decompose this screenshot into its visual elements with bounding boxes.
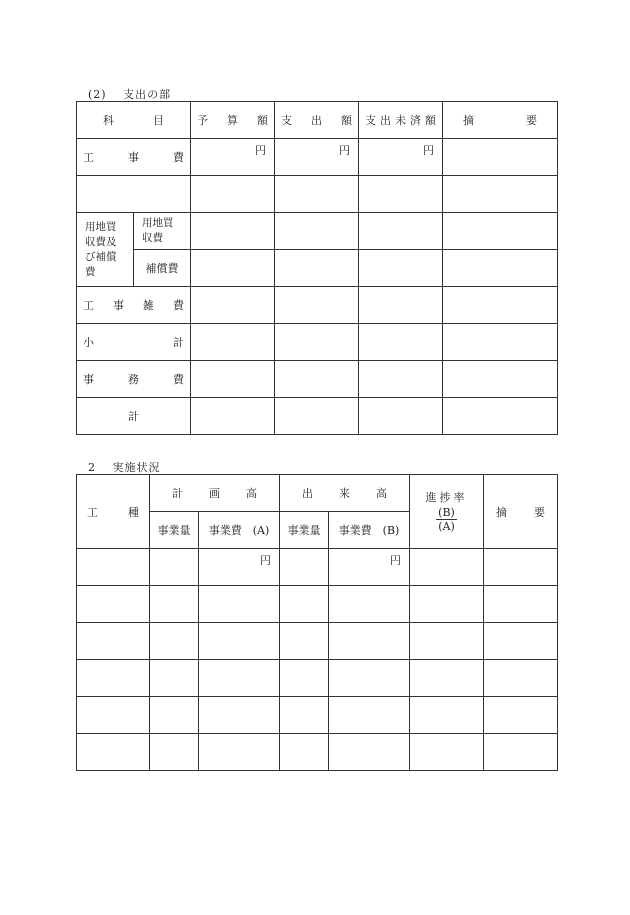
empty-cell <box>359 213 443 250</box>
header-remarks: 摘要 <box>443 102 558 139</box>
empty-cell <box>199 697 280 734</box>
empty-cell <box>484 623 558 660</box>
empty-cell <box>280 586 329 623</box>
empty-cell <box>191 287 275 324</box>
empty-cell <box>275 213 359 250</box>
expenditure-table <box>76 101 558 435</box>
empty-cell <box>150 586 199 623</box>
yen-unit: 円 <box>275 139 359 176</box>
empty-cell <box>443 139 558 176</box>
empty-cell <box>410 697 484 734</box>
empty-cell <box>199 660 280 697</box>
header-remarks: 摘要 <box>484 475 558 549</box>
empty-cell <box>275 287 359 324</box>
empty-cell <box>359 361 443 398</box>
empty-cell <box>484 660 558 697</box>
empty-cell <box>484 586 558 623</box>
header-budget: 予算額 <box>191 102 275 139</box>
empty-cell <box>275 398 359 435</box>
empty-cell <box>191 324 275 361</box>
yen-unit: 円 <box>359 139 443 176</box>
empty-cell <box>410 623 484 660</box>
empty-cell <box>484 734 558 771</box>
empty-cell <box>329 623 410 660</box>
empty-cell <box>443 250 558 287</box>
land-group-label: 用地買収費及び補償費 <box>77 213 134 287</box>
empty-cell <box>191 213 275 250</box>
row-office-label: 事務費 <box>77 361 191 398</box>
progress-fraction <box>436 506 457 533</box>
header-plan: 計画高 <box>150 475 280 512</box>
empty-cell <box>280 697 329 734</box>
empty-cell <box>359 287 443 324</box>
empty-cell <box>77 586 150 623</box>
empty-cell <box>191 398 275 435</box>
empty-cell <box>359 250 443 287</box>
empty-cell <box>77 697 150 734</box>
row-misc-label: 工事雑費 <box>77 287 191 324</box>
empty-cell <box>410 734 484 771</box>
empty-cell <box>329 586 410 623</box>
empty-cell <box>150 734 199 771</box>
empty-cell <box>77 176 191 213</box>
empty-cell <box>199 623 280 660</box>
header-plan-qty: 事業量 <box>150 512 199 549</box>
empty-cell <box>443 398 558 435</box>
header-actual-cost: 事業費 (B) <box>329 512 410 549</box>
empty-cell <box>329 734 410 771</box>
section-heading-expenditure: (2) 支出の部 <box>88 88 172 101</box>
empty-cell <box>280 623 329 660</box>
row-subtotal-label: 小計 <box>77 324 191 361</box>
empty-cell <box>275 361 359 398</box>
header-unpaid: 支出未済額 <box>359 102 443 139</box>
empty-cell <box>191 176 275 213</box>
fraction-numerator: (B) <box>438 505 455 519</box>
header-progress <box>410 475 484 549</box>
yen-unit: 円 <box>329 549 410 586</box>
yen-unit: 円 <box>191 139 275 176</box>
empty-cell <box>443 324 558 361</box>
empty-cell <box>275 176 359 213</box>
header-expense: 支出額 <box>275 102 359 139</box>
empty-cell <box>150 623 199 660</box>
header-type: 工種 <box>77 475 150 549</box>
empty-cell <box>191 250 275 287</box>
empty-cell <box>443 361 558 398</box>
empty-cell <box>359 398 443 435</box>
empty-cell <box>280 734 329 771</box>
empty-cell <box>77 660 150 697</box>
empty-cell <box>77 734 150 771</box>
empty-cell <box>443 287 558 324</box>
empty-cell <box>484 549 558 586</box>
empty-cell <box>410 660 484 697</box>
empty-cell <box>77 549 150 586</box>
empty-cell <box>150 549 199 586</box>
land-purchase-label: 用地買収費 <box>134 213 191 250</box>
header-plan-cost: 事業費 (A) <box>199 512 280 549</box>
empty-cell <box>275 250 359 287</box>
header-actual-qty: 事業量 <box>280 512 329 549</box>
empty-cell <box>484 697 558 734</box>
fraction-denominator: (A) <box>438 519 455 533</box>
empty-cell <box>443 176 558 213</box>
empty-cell <box>280 660 329 697</box>
row-total-label: 計 <box>77 398 191 435</box>
empty-cell <box>359 324 443 361</box>
empty-cell <box>199 734 280 771</box>
empty-cell <box>199 586 280 623</box>
empty-cell <box>77 623 150 660</box>
implementation-table <box>76 474 558 771</box>
empty-cell <box>329 660 410 697</box>
empty-cell <box>150 697 199 734</box>
empty-cell <box>191 361 275 398</box>
empty-cell <box>410 586 484 623</box>
section-heading-implementation: 2 実施状況 <box>88 461 161 474</box>
empty-cell <box>280 549 329 586</box>
header-actual: 出来高 <box>280 475 410 512</box>
yen-unit: 円 <box>199 549 280 586</box>
empty-cell <box>150 660 199 697</box>
row-construction-label: 工事費 <box>77 139 191 176</box>
header-item: 科目 <box>77 102 191 139</box>
empty-cell <box>443 213 558 250</box>
empty-cell <box>275 324 359 361</box>
empty-cell <box>359 176 443 213</box>
compensation-label: 補償費 <box>134 250 191 287</box>
empty-cell <box>329 697 410 734</box>
progress-label: 進捗率 <box>425 490 468 504</box>
empty-cell <box>410 549 484 586</box>
